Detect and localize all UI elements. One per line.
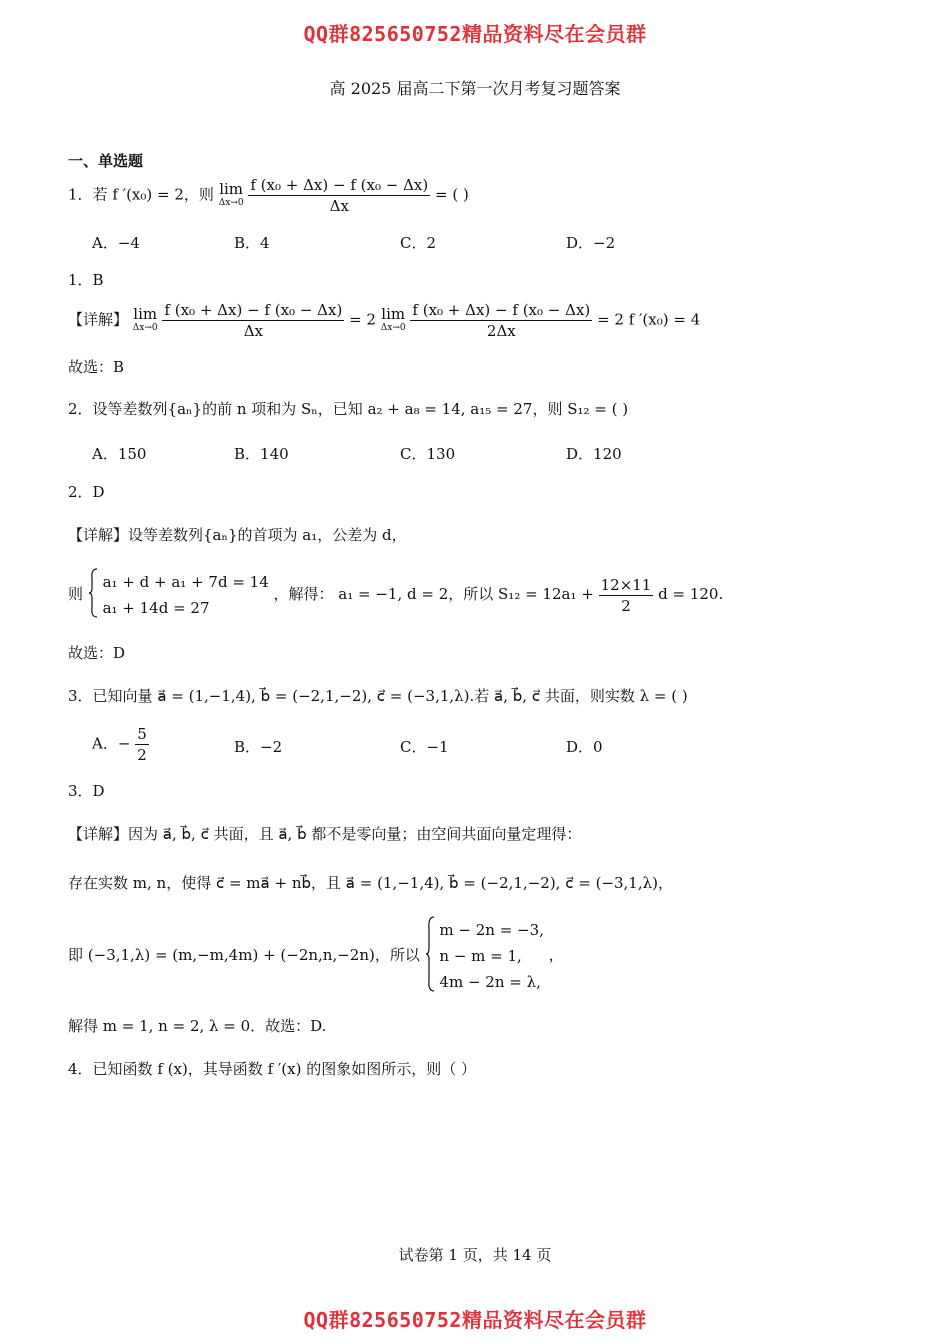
- q3-option-c: C．−1: [400, 738, 449, 756]
- q1-option-c: C．2: [400, 234, 437, 252]
- q3-answer: 3．D: [68, 782, 105, 800]
- q2-option-a: A．150: [92, 445, 147, 463]
- q2-detail: 【详解】设等差数列{aₙ}的首项为 a₁，公差为 d，: [68, 526, 407, 544]
- question-1: [68, 175, 469, 216]
- q2-answer: 2．D: [68, 483, 105, 501]
- q3-line2: 存在实数 m, n，使得 c⃗ = ma⃗ + nb⃗，且 a⃗ = (1,−1,4), b⃗ = (−2,1,−2), c⃗ = (−3,1,λ)，: [68, 874, 673, 892]
- q3-line3: 即 (−3,1,λ) = (m,−m,4m) + (−2n,n,−2n)，所以 m − 2n = −3, n − m = 1, 4m − 2n = λ, ，: [68, 916, 564, 996]
- q2-option-b: B．140: [234, 445, 289, 463]
- q2-option-c: C．130: [400, 445, 456, 463]
- q1-text-a: 若: [92, 185, 108, 204]
- q1-fraction: $\frac{\text{f (x₀ + Δx) − f (x₀ − Δx)}}{\Delta x}$: [250, 176, 429, 215]
- detail-label: 【详解】: [68, 310, 129, 329]
- q1-number: 1．: [68, 185, 93, 204]
- q3-option-b: B．−2: [234, 738, 283, 756]
- q1-limit: lim Δx→0: [218, 179, 244, 208]
- q3-line4: 解得 m = 1, n = 2, λ = 0．故选：D.: [68, 1017, 327, 1035]
- question-4: 4．已知函数 f (x)，其导函数 f ′(x) 的图象如图所示，则（ ）: [68, 1060, 476, 1078]
- doc-title: 高 2025 届高二下第一次月考复习题答案: [329, 79, 621, 98]
- q1-detail: 【详解】 lim Δx→0 $\frac{\text{f (x₀ + Δx) − f (x₀ − Δx)}}{\Delta x}$ = 2 lim Δx→0 $\frac{\text{f (x₀ + Δx) − f (x₀ − Δx)}}{2\Delta x}$ = 2 f ′(x₀) = 4: [68, 301, 701, 340]
- q1-choice: 故选：B: [68, 358, 125, 376]
- question-3: 3．已知向量 a⃗ = (1,−1,4), b⃗ = (−2,1,−2), c⃗ = (−3,1,λ).若 a⃗, b⃗, c⃗ 共面，则实数 λ = ( ): [68, 687, 688, 705]
- q1-text-b: ，则: [183, 185, 214, 204]
- section-title: 一、单选题: [68, 152, 144, 170]
- q2-option-d: D．120: [566, 445, 622, 463]
- q1-tail: = ( ): [435, 185, 469, 204]
- q2-solution: 则 a₁ + d + a₁ + 7d = 14 a₁ + 14d = 27 ，解得： a₁ = −1, d = 2，所以 S₁₂ = 12a₁ + $\frac{12\times 11}{2}$ d = 120.: [68, 568, 723, 622]
- q1-option-b: B．4: [234, 234, 270, 252]
- question-2: 2．设等差数列{aₙ}的前 n 项和为 Sₙ，已知 a₂ + a₈ = 14, a₁₅ = 27，则 S₁₂ = ( ): [68, 400, 629, 418]
- q3-option-d: D．0: [566, 738, 603, 756]
- page-footer: 试卷第 1 页，共 14 页: [398, 1246, 552, 1264]
- watermark-bottom: QQ群825650752精品资料尽在会员群: [303, 1308, 647, 1332]
- brace-icon: [88, 568, 98, 622]
- q3-detail: 【详解】因为 a⃗, b⃗, c⃗ 共面，且 a⃗, b⃗ 都不是零向量；由空间共面向量定理得：: [68, 825, 582, 843]
- brace-icon: [425, 916, 435, 996]
- q1-option-a: A．−4: [92, 234, 140, 252]
- q1-answer: 1．B: [68, 271, 104, 289]
- q3-option-a: A．− $\frac{5}{2}$: [92, 725, 147, 764]
- q2-choice: 故选：D: [68, 644, 126, 662]
- q1-option-d: D．−2: [566, 234, 616, 252]
- watermark-top: QQ群825650752精品资料尽在会员群: [303, 22, 647, 46]
- q1-condition: f ′(x₀) = 2: [112, 185, 184, 204]
